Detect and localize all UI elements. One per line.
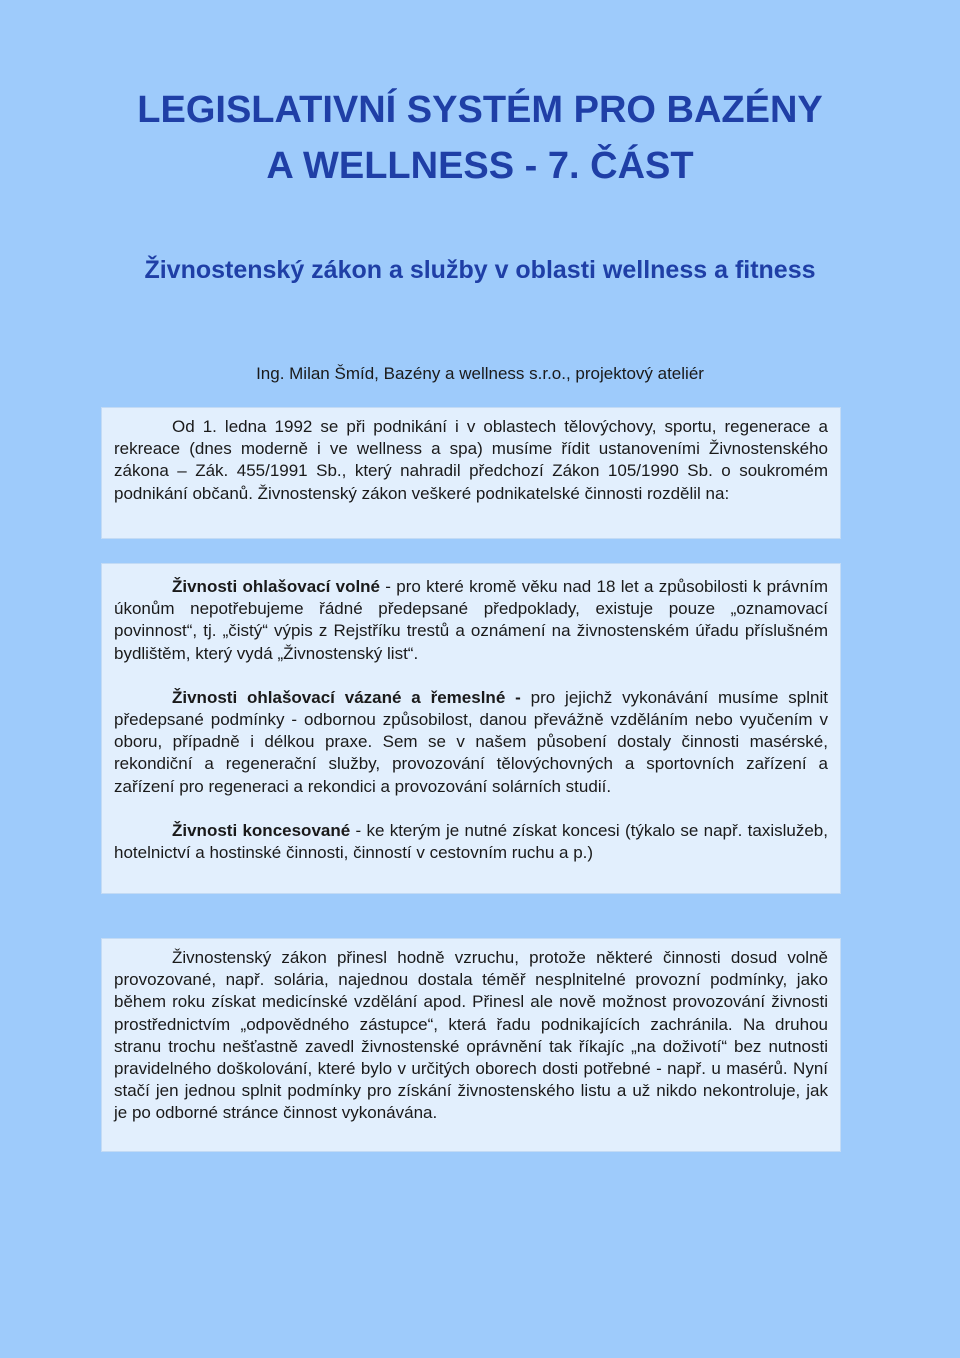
intro-paragraph: Od 1. ledna 1992 se při podnikání i v oblastech tělovýchovy, sportu, regenerace a rekreace (dnes moderně i ve wellness a spa) musíme řídit ustanoveními Živnostenského zákona – Zák. 455/1991 Sb., který nahradil předchozí Zákon 105/1990 Sb. o soukromém podnikání občanů. Živnostenský zákon veškeré podnikatelské činnosti rozdělil na:: [114, 417, 828, 503]
category-paragraph-koncesovane: [114, 820, 828, 864]
category-text: pro jejichž vykonávání musíme splnit předepsané podmínky - odbornou způsobilost, danou převážně vzděláním nebo vyučením v oboru, případně i délkou praxe. Sem se v našem působení dostaly činnosti masérské, rekondiční a regenerační služby, provozování tělovýchovných a sportovních zařízení a zařízení pro regeneraci a rekondici a provozování solárních studií.: [114, 687, 828, 796]
author-text: Ing. Milan Šmíd, Bazény a wellness s.r.o., projektový ateliér: [256, 364, 704, 383]
category-term: Živnosti ohlašovací vázané a řemeslné -: [172, 687, 521, 707]
category-term: Živnosti ohlašovací volné: [172, 577, 381, 596]
page-subtitle: Živnostenský zákon a služby v oblasti wellness a fitness: [144, 256, 816, 284]
title-line-1: LEGISLATIVNÍ SYSTÉM PRO BAZÉNY: [137, 89, 823, 131]
title-line-2: A WELLNESS - 7. ČÁST: [266, 145, 694, 187]
category-text: - ke kterým je nutné získat koncesi (týkalo se např. taxislužeb, hotelnictví a hostinské činnosti, činností v cestovním ruchu a p.): [114, 820, 828, 863]
categories-box: [101, 563, 841, 894]
page-title: [0, 82, 960, 194]
closing-paragraph: Živnostenský zákon přinesl hodně vzruchu, protože některé činnosti dosud volně provozované, např. solária, najednou dostala téměř nesplnitelné provozní podmínky, jako během roku získat medicínské vzdělání apod. Přinesl ale nově možnost provozování živnosti prostřednictvím „odpovědného zástupce“, která řadu podnikajících zachránila. Na druhou stranu trochu nešťastně zavedl živnostenské oprávnění tak říkajíc „na doživotí“ bez nutnosti pravidelného doškolování, které bylo v určitých oborech dosti potřebné - např. u masérů. Nyní stačí jen jednou splnit podmínky pro získání živnostenského listu a už nikdo nekontroluje, jak je po odborné stránce činnost vykonávána.: [114, 948, 828, 1123]
category-term: Živnosti koncesované: [172, 820, 351, 840]
author-line: [0, 363, 960, 385]
intro-box: [101, 407, 841, 539]
category-paragraph-vazane: [114, 687, 828, 798]
category-text: - pro které kromě věku nad 18 let a způsobilosti k právním úkonům nepotřebujeme řádné předepsané předpoklady, existuje pouze „oznamovací povinnost“, tj. „čistý“ výpis z Rejstříku trestů a oznámení na živnostenském úřadu příslušném bydlištěm, který vydá „Živnostenský list“.: [114, 577, 829, 663]
category-paragraph-volne: [114, 576, 828, 665]
closing-box: [101, 938, 841, 1152]
